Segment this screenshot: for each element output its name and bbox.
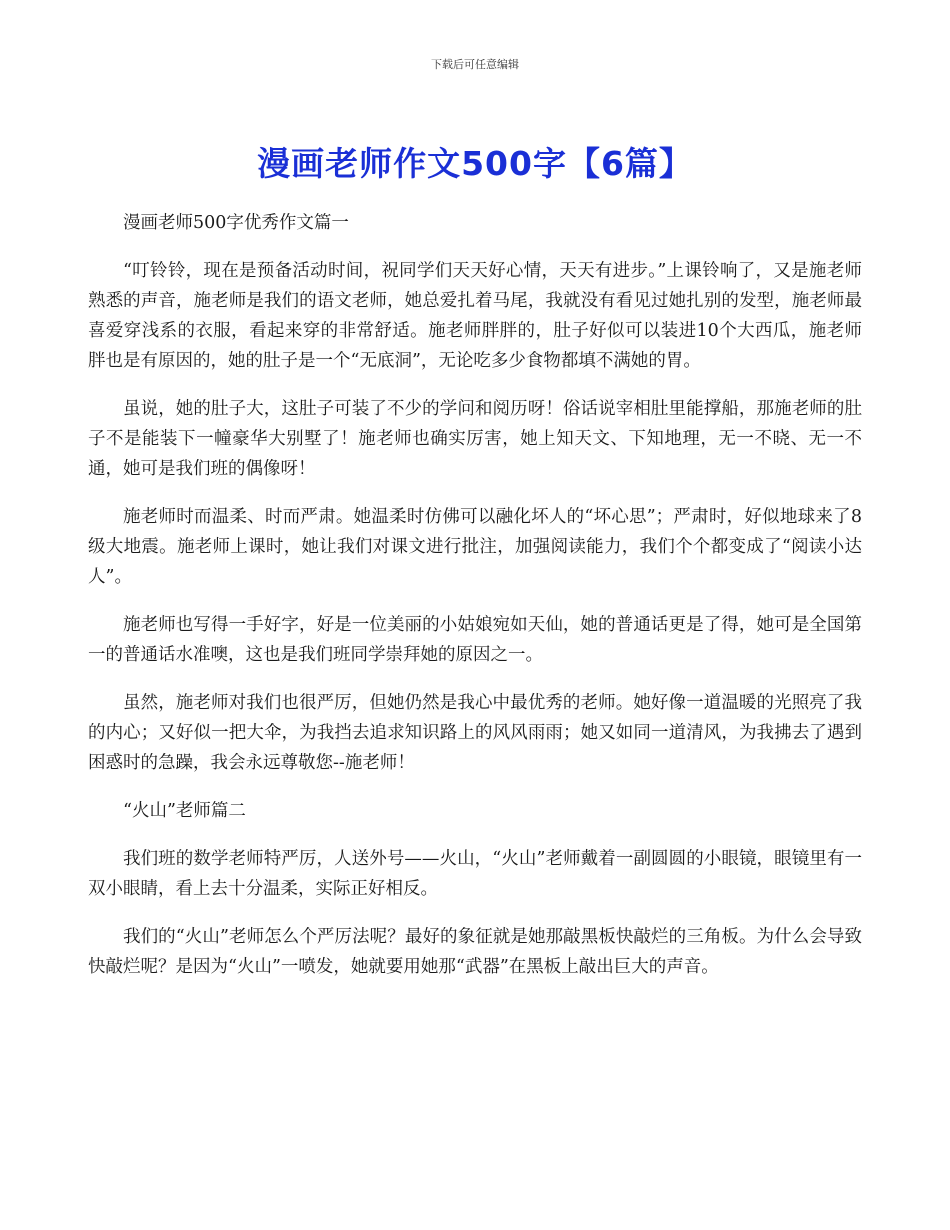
paragraph: 虽然，施老师对我们也很严厉，但她仍然是我心中最优秀的老师。她好像一道温暖的光照亮了我的内心；又好似一把大伞，为我挡去追求知识路上的风风雨雨；她又如同一道清风，为我拂去了遇到困惑时的急躁，我会永远尊敬您--施老师！ xyxy=(88,693,862,773)
paragraph: 施老师也写得一手好字，好是一位美丽的小姑娘宛如天仙，她的普通话更是了得，她可是全国第一的普通话水准噢，这也是我们班同学崇拜她的原因之一。 xyxy=(88,615,862,665)
paragraph: “叮铃铃，现在是预备活动时间，祝同学们天天好心情，天天有进步。”上课铃响了，又是施老师熟悉的声音，施老师是我们的语文老师，她总爱扎着马尾，我就没有看见过她扎别的发型，施老师最喜爱穿浅系的衣服，看起来穿的非常舒适。施老师胖胖的，肚子好似可以装进10个大西瓜，施老师胖也是有原因的，她的肚子是一个“无底洞”，无论吃多少食物都填不满她的胃。 xyxy=(88,261,862,371)
paragraph: 我们的“火山”老师怎么个严厉法呢？最好的象征就是她那敲黑板快敲烂的三角板。为什么会导致快敲烂呢？是因为“火山”一喷发，她就要用她那“武器”在黑板上敲出巨大的声音。 xyxy=(88,927,862,977)
section-heading-2: “火山”老师篇二 xyxy=(123,801,246,821)
document-body xyxy=(88,208,862,1000)
document-title: 漫画老师作文500字【6篇】 xyxy=(257,144,693,183)
section-heading-1: 漫画老师500字优秀作文篇一 xyxy=(123,213,349,233)
paragraph: 虽说，她的肚子大，这肚子可装了不少的学问和阅历呀！俗话说宰相肚里能撑船，那施老师的肚子不是能装下一幢豪华大别墅了！施老师也确实厉害，她上知天文、下知地理，无一不晓、无一不通，她可是我们班的偶像呀！ xyxy=(88,399,862,479)
header-note: 下载后可任意编辑 xyxy=(431,58,519,71)
paragraph: 我们班的数学老师特严厉，人送外号——火山，“火山”老师戴着一副圆圆的小眼镜，眼镜里有一双小眼睛，看上去十分温柔，实际正好相反。 xyxy=(88,849,862,899)
paragraph: 施老师时而温柔、时而严肃。她温柔时仿佛可以融化坏人的“坏心思”；严肃时，好似地球来了8级大地震。施老师上课时，她让我们对课文进行批注，加强阅读能力，我们个个都变成了“阅读小达人”。 xyxy=(88,507,862,587)
